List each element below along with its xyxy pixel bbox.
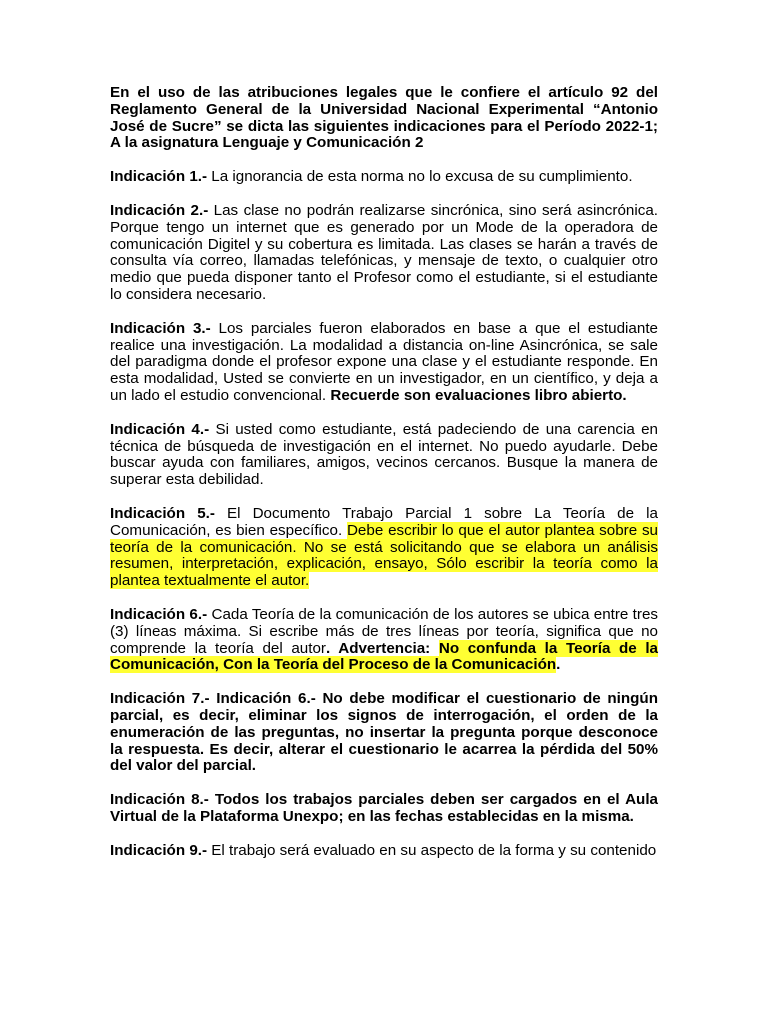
indicacion-6 <box>110 607 658 674</box>
indicacion-1-label: Indicación 1.- <box>110 168 208 186</box>
indicacion-9-label: Indicación 9.- <box>110 841 208 859</box>
indicacion-3-bold: Recuerde son evaluaciones libro abierto. <box>330 386 627 404</box>
indicacion-9-text: El trabajo será evaluado en su aspecto de la forma y su contenido <box>207 841 657 859</box>
indicacion-2-text: Las clase no podrán realizarse sincrónica, sino será asincrónica. Porque tengo un internet que es generado por un Mode de la operadora de comunicación Digitel y su cobertura es limitada. Las clases se harán a través de consulta vía correo, llamadas telefónicas, y mensaje de texto, o cualquier otro medio que pueda disponer tanto el Profesor como el estudiante, si el estudiante lo considera necesario. <box>110 201 658 303</box>
indicacion-1-text: La ignorancia de esta norma no lo excusa de su cumplimiento. <box>207 168 633 186</box>
indicacion-5-text: El Documento Trabajo Parcial 1 sobre La Teoría de la Comunicación, es bien específico. <box>110 504 658 539</box>
indicacion-3 <box>110 321 658 405</box>
indicacion-7: Indicación 7.- Indicación 6.- No debe modificar el cuestionario de ningún parcial, es decir, eliminar los signos de interrogación, el orden de la enumeración de las preguntas, no insertar la pregunta porque desconoce la respuesta. Es decir, alterar el cuestionario le acarrea la pérdida del 50% del valor del parcial. <box>110 690 658 775</box>
indicacion-5 <box>110 506 658 590</box>
indicacion-1 <box>110 169 658 186</box>
indicacion-4-text: Si usted como estudiante, está padeciendo de una carencia en técnica de búsqueda de investigación en el internet. No puedo ayudarle. Debe buscar ayuda con familiares, amigos, vecinos cercanos. Busque la manera de superar esta debilidad. <box>110 420 658 489</box>
indicacion-6-label: Indicación 6.- <box>110 605 208 623</box>
indicacion-3-text: Los parciales fueron elaborados en base a que el estudiante realice una investigación. La modalidad a distancia on-line Asincrónica, se sale del paradigma donde el profesor expone una clase y el estudiante responde. En esta modalidad, Usted se convierte en un investigador, en un científico, y deja a un lado el estudio convencional. <box>110 319 658 404</box>
indicacion-2-label: Indicación 2.- <box>110 201 209 219</box>
indicacion-5-label: Indicación 5.- <box>110 504 215 522</box>
indicacion-4-label: Indicación 4.- <box>110 420 210 438</box>
intro-paragraph: En el uso de las atribuciones legales que le confiere el artículo 92 del Reglamento General de la Universidad Nacional Experimental “Antonio José de Sucre” se dicta las siguientes indicaciones para el Período 2022-1; A la asignatura Lenguaje y Comunicación 2 <box>110 84 658 152</box>
indicacion-6-end: . <box>556 656 561 674</box>
indicacion-5-highlight: Debe escribir lo que el autor plantea sobre su teoría de la comunicación. No se está solicitando que se elabora un análisis resumen, interpretación, explicación, ensayo, Sólo escribir la teoría como la plantea textualmente el autor. <box>110 521 658 590</box>
indicacion-9 <box>110 843 658 860</box>
indicacion-4 <box>110 422 658 489</box>
indicacion-8: Indicación 8.- Todos los trabajos parciales deben ser cargados en el Aula Virtual de la Plataforma Unexpo; en las fechas establecidas en la misma. <box>110 791 658 825</box>
indicacion-6-text: Cada Teoría de la comunicación de los autores se ubica entre tres (3) líneas máxima. Si escribe más de tres líneas por teoría, significa que no comprende la teoría del autor <box>110 605 658 657</box>
indicacion-6-highlight: No confunda la Teoría de la Comunicación, Con la Teoría del Proceso de la Comunicación <box>110 639 658 674</box>
indicacion-3-label: Indicación 3.- <box>110 319 211 337</box>
document-page <box>110 85 658 876</box>
indicacion-6-warning: . Advertencia: <box>325 639 439 657</box>
indicacion-2 <box>110 203 658 304</box>
